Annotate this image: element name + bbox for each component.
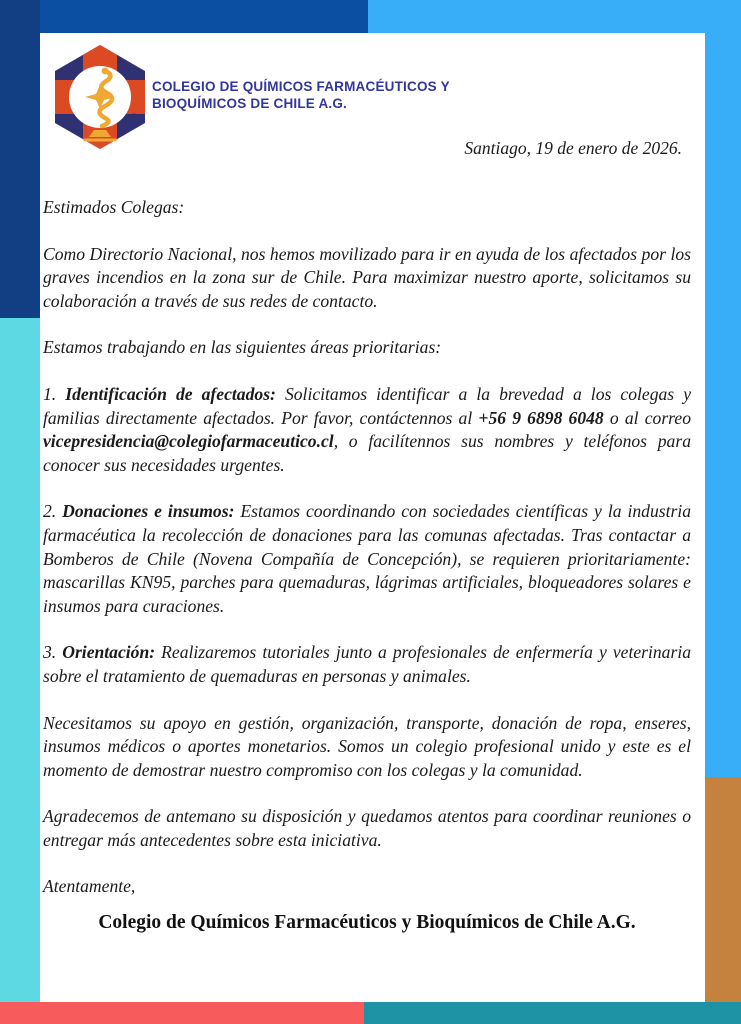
bottom-teal-bar	[364, 1002, 741, 1024]
paragraph-apoyo-text: Necesitamos su apoyo en gestión, organización, transporte, donación de ropa, enseres, insumos médicos o aportes monetarios. Somos un colegio profesional unido y este es el momento de demostrar nuestro compromiso con los colegas y la comunidad.	[43, 712, 691, 780]
item3-title: Orientación:	[62, 642, 156, 663]
org-name-line1: COLEGIO DE QUÍMICOS FARMACÉUTICOS Y	[152, 79, 450, 94]
right-sky-bar	[705, 0, 741, 777]
registered-trademark-mark: ®	[131, 112, 137, 121]
paragraph-areas: Estamos trabajando en las siguientes áreas prioritarias:	[43, 337, 442, 358]
paragraph-intro	[43, 243, 691, 314]
org-name	[152, 78, 452, 112]
salutation: Estimados Colegas:	[43, 197, 185, 217]
phone-number: +56 9 6898 6048	[478, 407, 604, 428]
left-navy-bar	[0, 0, 40, 318]
org-logo	[55, 45, 145, 149]
item1-title: Identificación de afectados:	[65, 383, 276, 404]
closing: Atentamente,	[43, 876, 136, 897]
paragraph-agradecimiento	[43, 805, 691, 852]
paragraph-agradecimiento-text: Agradecemos de antemano su disposición y quedamos atentos para coordinar reuniones o entregar más antecedentes sobre esta iniciativa.	[43, 806, 691, 850]
org-name-line2: BIOQUÍMICOS DE CHILE A.G.	[152, 96, 348, 111]
item2-number: 2.	[43, 501, 63, 522]
right-orange-bar	[705, 777, 741, 1002]
bottom-red-bar	[0, 1002, 364, 1024]
top-sky-bar	[368, 0, 741, 33]
list-item-identificacion	[43, 383, 691, 477]
item3-text: Realizaremos tutoriales junto a profesionales de enfermería y veterinaria sobre el tratamiento de quemaduras en personas y animales.	[43, 642, 692, 686]
list-item-donaciones	[43, 500, 691, 618]
pharmacy-hexagon-icon	[55, 45, 145, 149]
email-address: vicepresidencia@colegiofarmaceutico.cl	[43, 431, 334, 452]
item2-title: Donaciones e insumos:	[62, 501, 235, 522]
top-navy-bar	[0, 0, 368, 33]
item1-text1: Solicitamos identificar a la brevedad a los colegas y familias directamente afectados. Por favor, contáctennos al	[43, 383, 692, 428]
item2-text: Estamos coordinando con sociedades científicas y la industria farmacéutica la recolección de donaciones para las comunas afectadas. Tras contactar a Bomberos de Chile (Novena Compañía de Concepción), se requieren prioritariamente: mascarillas KN95, parches para quemaduras, lágrimas artificiales, bloqueadores solares e insumos para curaciones.	[43, 501, 692, 616]
signature-org-name: Colegio de Químicos Farmacéuticos y Bioquímicos de Chile A.G.	[98, 912, 636, 934]
item1-number: 1.	[43, 383, 66, 404]
letter-body	[43, 196, 691, 935]
item1-text2: o al correo	[603, 407, 691, 428]
list-item-orientacion	[43, 641, 691, 688]
date-line: Santiago, 19 de enero de 2026.	[464, 138, 682, 158]
paragraph-intro-text: Como Directorio Nacional, nos hemos movilizado para ir en ayuda de los afectados por los graves incendios en la zona sur de Chile. Para maximizar nuestro aporte, solicitamos su colaboración a través de sus redes de contacto.	[43, 243, 691, 311]
item1-text3: , o facilítennos sus nombres y teléfonos para conocer sus necesidades urgentes.	[43, 431, 691, 475]
left-cyan-bar	[0, 318, 40, 1002]
item3-number: 3.	[43, 642, 63, 663]
paragraph-apoyo	[43, 712, 691, 783]
